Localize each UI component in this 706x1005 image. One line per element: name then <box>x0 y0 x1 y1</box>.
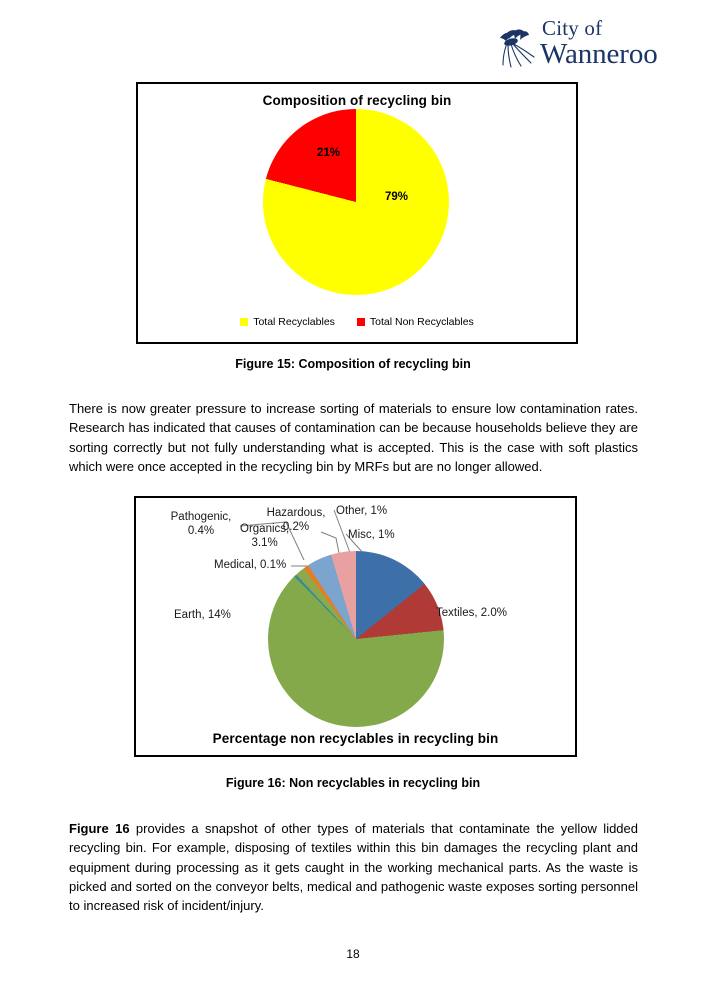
logo-wordmark <box>540 18 658 69</box>
pie-label-total-non-recyclables: 21% <box>317 147 341 159</box>
legend-label-total-recyclables: Total Recyclables <box>253 316 335 328</box>
pie-label-earth: Earth, 14% <box>174 609 231 621</box>
pie-label-pathogenic-line2: 0.4% <box>187 525 215 538</box>
pie-chart-recycling-bin <box>263 109 449 295</box>
pie-label-total-recyclables: 79% <box>385 191 409 203</box>
chart-title-non-recyclables: Percentage non recyclables in recycling bin <box>212 731 499 746</box>
pie-label-pathogenic-line1: Pathogenic, <box>170 511 232 523</box>
chart-legend <box>138 316 576 328</box>
pie-label-organics-line2: 3.1% <box>251 537 278 550</box>
pie-label-misc: Misc, 1% <box>348 529 395 541</box>
chart-title-recycling-bin-composition: Composition of recycling bin <box>262 93 452 108</box>
body-paragraph-contamination: There is now greater pressure to increase sorting of materials to ensure low contamination rates. Research has indicated that causes of contamination can be because households believe they are sorting correctly but not fully understanding what is accepted. This is the case with soft plastics which were once accepted in the recycling bin by MRFs but are no longer allowed. <box>69 401 638 474</box>
figure-16-caption: Figure 16: Non recyclables in recycling bin <box>225 776 481 790</box>
pie-label-hazardous <box>258 506 334 535</box>
legend-item-total-non-recyclables <box>357 316 474 328</box>
logo-city-text: City of <box>542 16 603 40</box>
logo-wanneroo-text: Wanneroo <box>540 38 658 70</box>
pie-label-textiles: Textiles, 2.0% <box>436 607 507 619</box>
legend-swatch-yellow-icon <box>240 318 248 326</box>
kangaroo-paw-flower-icon <box>494 24 542 72</box>
legend-label-total-non-recyclables: Total Non Recyclables <box>369 316 474 328</box>
pie-chart-non-recyclables <box>268 551 444 727</box>
pie-label-organics-line1: Organics, <box>240 523 290 535</box>
body-paragraph-figure16-discussion <box>69 819 638 915</box>
page-number: 18 <box>346 947 360 961</box>
pie-slices <box>263 109 449 295</box>
pie-label-pathogenic <box>162 510 240 539</box>
figure-16-chart-container <box>134 496 577 757</box>
pie-label-other: Other, 1% <box>336 505 388 517</box>
pie-label-hazardous-line1: Hazardous, <box>266 507 326 519</box>
site-logo <box>494 16 658 74</box>
pie-label-hazardous-line2: 0.2% <box>282 521 310 534</box>
figure-15-chart-container <box>136 82 578 344</box>
pie-slices <box>268 551 444 727</box>
pie-label-medical: Medical, 0.1% <box>214 559 287 571</box>
figure-16-discussion-text: provides a snapshot of other types of materials that contaminate the yellow lidded recycling bin. For example, disposing of textiles within this bin damages the recycling plant and equipment during processing as it gets caught in the working mechanical parts. As the waste is picked and sorted on the conveyor belts, medical and pathogenic waste exposes sorting personnel to increased risk of incident/injury. <box>69 821 639 914</box>
figure-16-reference: Figure 16 <box>69 821 130 836</box>
legend-swatch-red-icon <box>357 318 365 326</box>
legend-item-total-recyclables <box>240 316 335 328</box>
figure-15-caption: Figure 15: Composition of recycling bin <box>235 357 471 371</box>
